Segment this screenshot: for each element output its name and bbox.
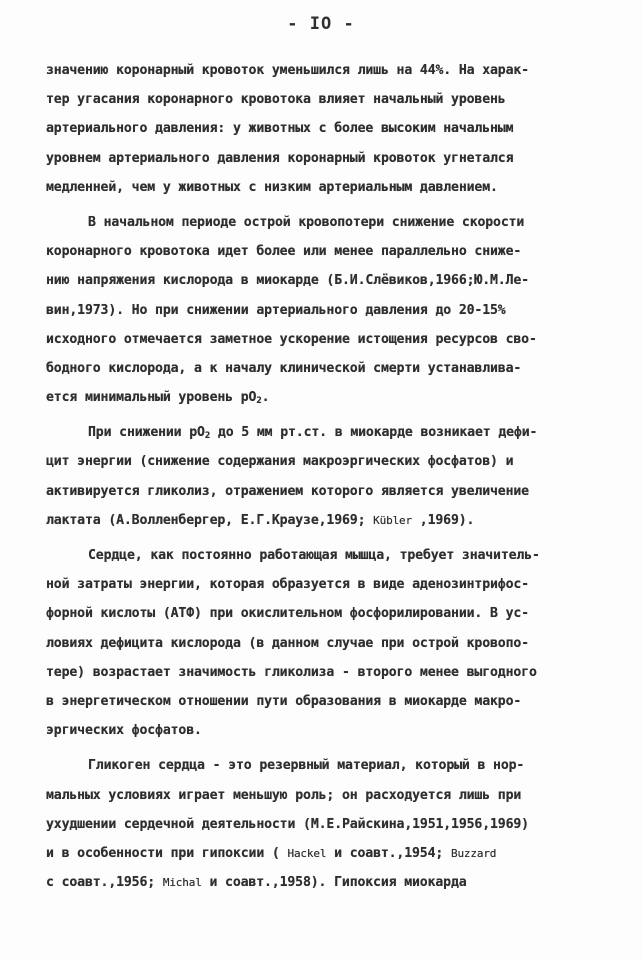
text-line [46, 839, 606, 868]
text-line: форной кислоты (АТФ) при окислительном фосфорилировании. В ус- [46, 606, 529, 622]
text-line: артериального давления: у животных с более высоким начальным [46, 121, 514, 137]
citation-latin: Buzzard [450, 846, 497, 860]
citation-latin: Hackel [287, 846, 327, 860]
text-line: коронарного кровотока идет более или менее параллельно сниже- [46, 244, 522, 260]
text-line [46, 506, 606, 535]
text-span: При снижении pO [88, 425, 205, 441]
text-line: нию напряжения кислорода в миокарде (Б.И.Слёвиков,1966;Ю.М.Ле- [46, 273, 529, 289]
text-line: уровнем артериального давления коронарный кровоток угнетался [46, 150, 514, 166]
text-span: с соавт.,1956; [46, 875, 163, 891]
paragraph-5 [46, 751, 606, 897]
subscript: 2 [204, 431, 211, 442]
citation-latin: Kübler [373, 513, 413, 527]
text-span: и соавт.,1958). Гипоксия миокарда [201, 875, 467, 891]
text-line: в энергетическом отношении пути образования в миокарде макро- [46, 693, 522, 709]
body-text [46, 56, 606, 897]
text-line: исходного отмечается заметное ускорение истощения ресурсов сво- [46, 331, 537, 347]
text-line [46, 868, 606, 897]
text-line [46, 418, 606, 447]
paragraph-4 [46, 541, 606, 745]
text-span: и соавт.,1954; [326, 845, 451, 861]
text-line: Гликоген сердца - это резервный материал, который в нор- [88, 758, 525, 774]
text-line: тер угасания коронарного кровотока влияет начальный уровень [46, 92, 506, 108]
text-span: . [261, 390, 270, 406]
paragraph-2 [46, 208, 606, 412]
text-span: и в особенности при гипоксии ( [46, 845, 288, 861]
text-line: эргических фосфатов. [46, 723, 202, 739]
text-line: цит энергии (снижение содержания макроэргических фосфатов) и [46, 454, 514, 470]
text-line: ной затраты энергии, которая образуется в виде аденозинтрифос- [46, 577, 529, 593]
paragraph-1 [46, 56, 606, 202]
text-line: значению коронарный кровоток уменьшился лишь на 44%. На харак- [46, 63, 529, 78]
text-line: активируется гликолиз, отражением которого является увеличение [46, 483, 529, 499]
text-line: бодного кислорода, а к началу клинической смерти устанавлива- [46, 360, 522, 376]
paragraph-3 [46, 418, 606, 535]
text-span: ется минимальный уровень pO [46, 390, 257, 406]
text-line: тере) возрастает значимость гликолиза - второго менее выгодного [46, 664, 537, 680]
text-line: В начальном периоде острой кровопотери снижение скорости [88, 214, 525, 230]
subscript: 2 [256, 396, 262, 407]
text-line: вин,1973). Но при снижении артериального давления до 20-15% [46, 302, 506, 318]
text-line [46, 383, 606, 412]
text-line: ловиях дефицита кислорода (в данном случае при острой кровопо- [46, 635, 529, 651]
text-line: медленней, чем у животных с низким артериальным давлением. [46, 179, 498, 195]
text-span: ,1969). [412, 512, 475, 528]
text-span: лактата (А.Волленбергер, Е.Г.Краузе,1969; [46, 512, 374, 528]
text-line: мальных условиях играет меньшую роль; он расходуется лишь при [46, 787, 522, 803]
text-line: Сердце, как постоянно работающая мышца, требует значитель- [88, 548, 540, 563]
page-number: - IO - [287, 14, 355, 34]
citation-latin: Michal [162, 876, 202, 890]
text-span: до 5 мм рт.ст. в миокарде возникает дефи- [210, 425, 538, 441]
text-line: ухудшении сердечной деятельности (М.Е.Райскина,1951,1956,1969) [46, 816, 529, 832]
